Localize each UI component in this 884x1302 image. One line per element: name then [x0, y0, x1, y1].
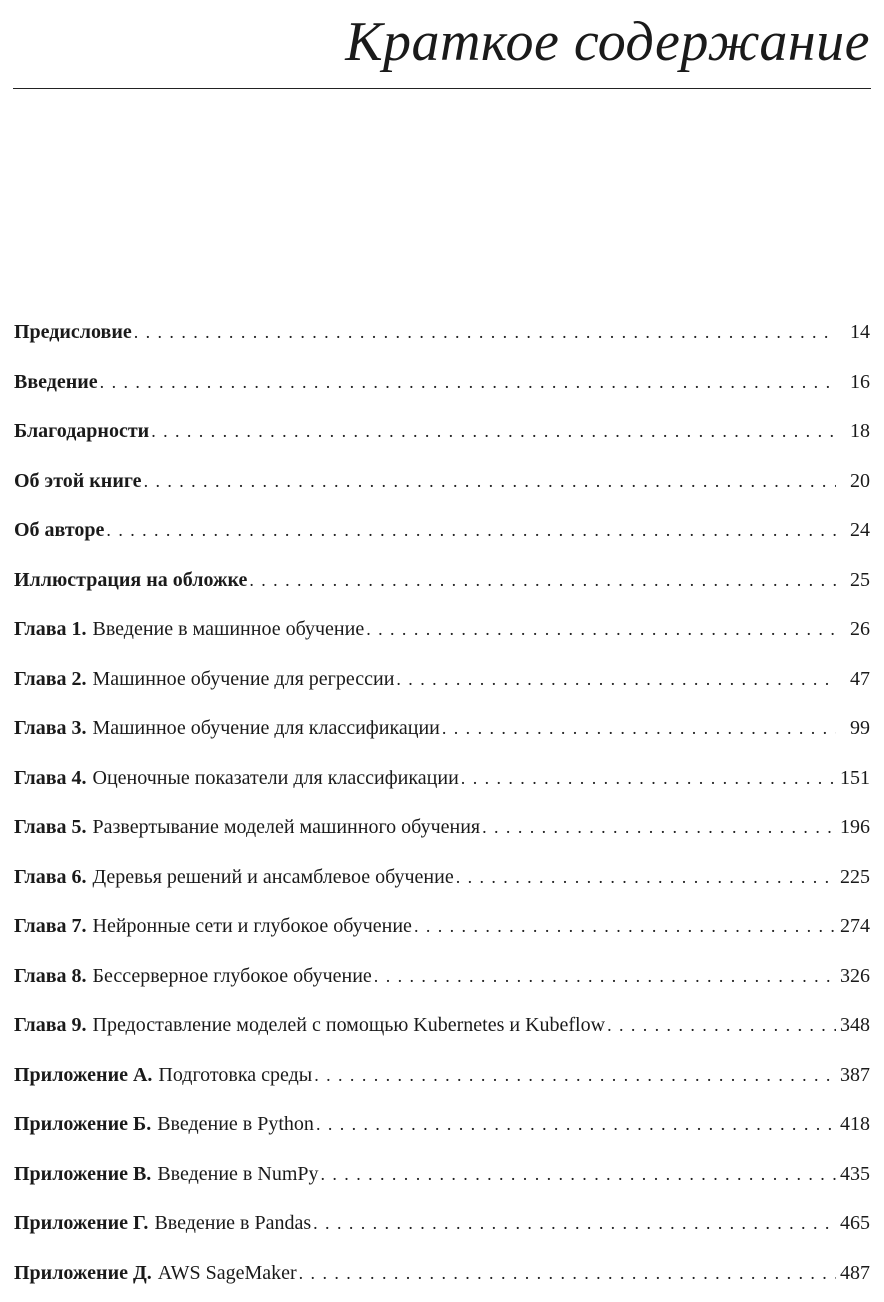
- toc-entry-title: Введение в Python: [157, 1104, 314, 1144]
- dot-leader: [459, 758, 836, 798]
- toc-entry-page-number: 26: [840, 609, 870, 649]
- toc-entry[interactable]: [14, 857, 870, 907]
- toc-entry-page-number: 387: [840, 1055, 870, 1095]
- toc-entry-title: Машинное обучение для регрессии: [93, 659, 395, 699]
- toc-entry-title: AWS SageMaker: [158, 1253, 297, 1293]
- dot-leader: [104, 510, 836, 550]
- toc-entry[interactable]: [14, 1005, 870, 1055]
- toc-entry[interactable]: [14, 560, 870, 610]
- toc-entry-page-number: 274: [840, 906, 870, 946]
- toc-entry-label: Приложение А.: [14, 1055, 152, 1095]
- toc-entry-title: Оценочные показатели для классификации: [93, 758, 459, 798]
- toc-entry[interactable]: [14, 461, 870, 511]
- toc-entry-page-number: 47: [840, 659, 870, 699]
- toc-entry[interactable]: [14, 956, 870, 1006]
- toc-entry-page-number: 24: [840, 510, 870, 550]
- title-divider: [13, 88, 871, 89]
- toc-entry[interactable]: [14, 807, 870, 857]
- dot-leader: [247, 560, 836, 600]
- toc-entry-page-number: 196: [840, 807, 870, 847]
- toc-entry-label: Приложение Б.: [14, 1104, 151, 1144]
- toc-entry-page-number: 25: [840, 560, 870, 600]
- toc-entry[interactable]: [14, 609, 870, 659]
- toc-entry-page-number: 151: [840, 758, 870, 798]
- dot-leader: [412, 906, 836, 946]
- dot-leader: [319, 1154, 837, 1194]
- toc-entry-label: Предисловие: [14, 312, 132, 352]
- toc-entry-title: Машинное обучение для классификации: [93, 708, 440, 748]
- toc-entry-title: Введение в NumPy: [157, 1154, 318, 1194]
- toc-entry[interactable]: [14, 758, 870, 808]
- dot-leader: [132, 312, 836, 352]
- toc-entry-page-number: 418: [840, 1104, 870, 1144]
- dot-leader: [149, 411, 836, 451]
- toc-entry-label: Приложение Г.: [14, 1203, 148, 1243]
- toc-entry-page-number: 326: [840, 956, 870, 996]
- toc-entry-label: Глава 5.: [14, 807, 87, 847]
- dot-leader: [312, 1055, 836, 1095]
- toc-entry-title: Развертывание моделей машинного обучения: [93, 807, 481, 847]
- toc-entry-label: Глава 8.: [14, 956, 87, 996]
- toc-entry-label: Приложение Д.: [14, 1253, 152, 1293]
- toc-entry-page-number: 225: [840, 857, 870, 897]
- toc-entry-label: Об авторе: [14, 510, 104, 550]
- toc-entry-label: Введение: [14, 362, 98, 402]
- page-title: Краткое содержание: [345, 2, 870, 82]
- toc-entry-label: Глава 6.: [14, 857, 87, 897]
- toc-entry-page-number: 14: [840, 312, 870, 352]
- dot-leader: [314, 1104, 836, 1144]
- toc-entry-title: Введение в машинное обучение: [93, 609, 365, 649]
- dot-leader: [454, 857, 836, 897]
- toc-entry-page-number: 16: [840, 362, 870, 402]
- toc-entry-title: Нейронные сети и глубокое обучение: [93, 906, 412, 946]
- toc-entry-title: Деревья решений и ансамблевое обучение: [93, 857, 454, 897]
- toc-entry[interactable]: [14, 1253, 870, 1302]
- toc-entry-label: Иллюстрация на обложке: [14, 560, 247, 600]
- toc-entry-label: Глава 1.: [14, 609, 87, 649]
- toc-entry-page-number: 465: [840, 1203, 870, 1243]
- dot-leader: [311, 1203, 836, 1243]
- dot-leader: [364, 609, 836, 649]
- table-of-contents: [14, 312, 870, 1302]
- toc-entry-title: Введение в Pandas: [154, 1203, 311, 1243]
- dot-leader: [440, 708, 836, 748]
- toc-entry[interactable]: [14, 1154, 870, 1204]
- toc-entry-title: Предоставление моделей с помощью Kubernetes и Kubeflow: [93, 1005, 606, 1045]
- toc-entry[interactable]: [14, 906, 870, 956]
- dot-leader: [98, 362, 836, 402]
- toc-entry-title: Подготовка среды: [158, 1055, 312, 1095]
- dot-leader: [394, 659, 836, 699]
- toc-entry-label: Приложение В.: [14, 1154, 151, 1194]
- dot-leader: [142, 461, 836, 501]
- toc-entry-label: Глава 9.: [14, 1005, 87, 1045]
- toc-entry-page-number: 487: [840, 1253, 870, 1293]
- toc-entry[interactable]: [14, 1104, 870, 1154]
- toc-entry[interactable]: [14, 708, 870, 758]
- toc-entry-title: Бессерверное глубокое обучение: [93, 956, 372, 996]
- dot-leader: [297, 1253, 836, 1293]
- toc-entry-page-number: 18: [840, 411, 870, 451]
- toc-entry-label: Об этой книге: [14, 461, 142, 501]
- toc-entry-page-number: 348: [840, 1005, 870, 1045]
- toc-entry[interactable]: [14, 1055, 870, 1105]
- toc-entry-page-number: 435: [840, 1154, 870, 1194]
- toc-entry[interactable]: [14, 510, 870, 560]
- toc-entry-label: Глава 4.: [14, 758, 87, 798]
- dot-leader: [372, 956, 836, 996]
- toc-entry-page-number: 20: [840, 461, 870, 501]
- toc-entry-label: Глава 2.: [14, 659, 87, 699]
- toc-entry[interactable]: [14, 362, 870, 412]
- dot-leader: [480, 807, 836, 847]
- toc-entry[interactable]: [14, 312, 870, 362]
- toc-entry-label: Глава 7.: [14, 906, 87, 946]
- toc-entry-label: Благодарности: [14, 411, 149, 451]
- dot-leader: [605, 1005, 836, 1045]
- toc-entry[interactable]: [14, 1203, 870, 1253]
- toc-entry-label: Глава 3.: [14, 708, 87, 748]
- toc-entry[interactable]: [14, 411, 870, 461]
- toc-entry-page-number: 99: [840, 708, 870, 748]
- toc-entry[interactable]: [14, 659, 870, 709]
